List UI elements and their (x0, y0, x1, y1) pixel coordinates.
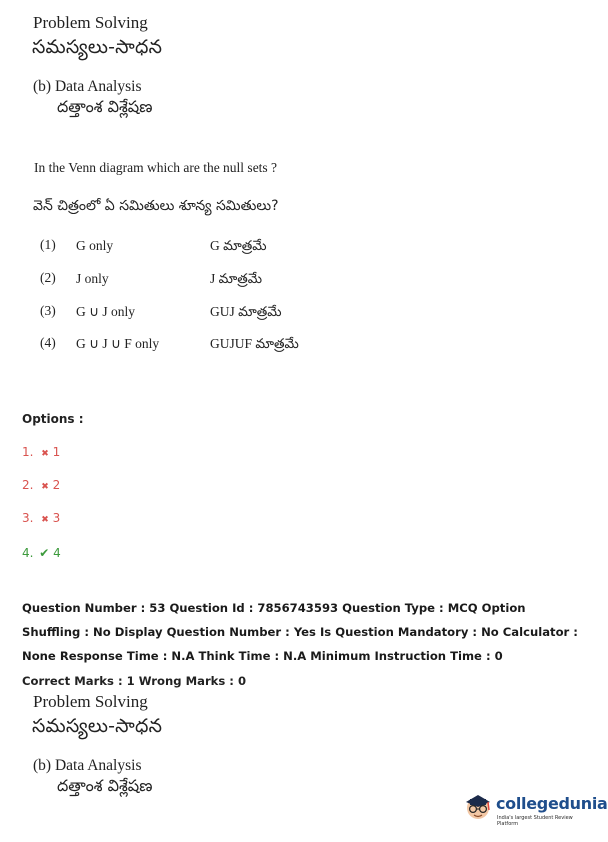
logo-tagline: India's largest Student Review Platform (497, 815, 573, 827)
option-value: 4 (53, 546, 61, 560)
question-meta: Question Number : 53 Question Id : 7856743593 Question Type : MCQ Option Shuffling : No Display Question Number : Yes Is Question Mandatory : No Calculator : None Response Time : N.A Think Time : N.A Minimum Instruction Time : 0 (22, 601, 578, 663)
option-number: 4. (22, 546, 34, 560)
subsection-title: (b) Data Analysis (33, 78, 142, 95)
section-title: Problem Solving (33, 13, 148, 32)
check-icon: ✔ (39, 546, 50, 560)
choice-text-telugu: GUJUF మాత్రమే (210, 336, 299, 351)
option-value: 3 (52, 511, 61, 525)
choice-text: G ∪ J ∪ F only (76, 336, 160, 351)
choice-number: (1) (40, 237, 56, 252)
options-label: Options : (22, 412, 84, 426)
cross-icon: ✖ (41, 449, 49, 459)
choice-text-telugu: GUJ మాత్రమే (210, 304, 282, 319)
option-number: 2. (22, 478, 34, 492)
section-title: Problem Solving (33, 692, 148, 711)
cross-icon: ✖ (41, 482, 49, 492)
option-item (22, 445, 60, 459)
choice-text: G only (76, 238, 114, 253)
choice-text: J only (76, 271, 109, 286)
cross-icon: ✖ (41, 515, 49, 525)
choice-text-telugu: J మాత్రమే (210, 271, 263, 286)
mascot-icon (462, 788, 494, 826)
option-item (22, 546, 61, 560)
logo-name: collegedunia (496, 794, 608, 813)
collegedunia-logo (462, 788, 608, 828)
option-value: 2 (52, 478, 61, 492)
option-item (22, 478, 60, 492)
choice-number: (2) (40, 270, 56, 285)
option-value: 1 (52, 445, 61, 459)
question-text-telugu: వెన్ చిత్రంలో ఏ సమితులు శూన్య సమితులు? (33, 198, 279, 214)
subsection-title-telugu: దత్తాంశ విశ్లేషణ (57, 97, 153, 116)
choice-text-telugu: G మాత్రమే (210, 238, 267, 253)
marks-info: Correct Marks : 1 Wrong Marks : 0 (22, 674, 247, 688)
option-item (22, 511, 60, 525)
option-number: 3. (22, 511, 34, 525)
choice-number: (4) (40, 335, 56, 350)
choice-text: G ∪ J only (76, 304, 136, 319)
subsection-title: (b) Data Analysis (33, 757, 142, 774)
subsection-title-telugu: దత్తాంశ విశ్లేషణ (57, 776, 153, 795)
question-text: In the Venn diagram which are the null sets ? (34, 160, 278, 175)
choice-number: (3) (40, 303, 56, 318)
section-title-telugu: సమస్యలు-సాధన (32, 715, 163, 737)
option-number: 1. (22, 445, 34, 459)
section-title-telugu: సమస్యలు-సాధన (32, 36, 163, 58)
